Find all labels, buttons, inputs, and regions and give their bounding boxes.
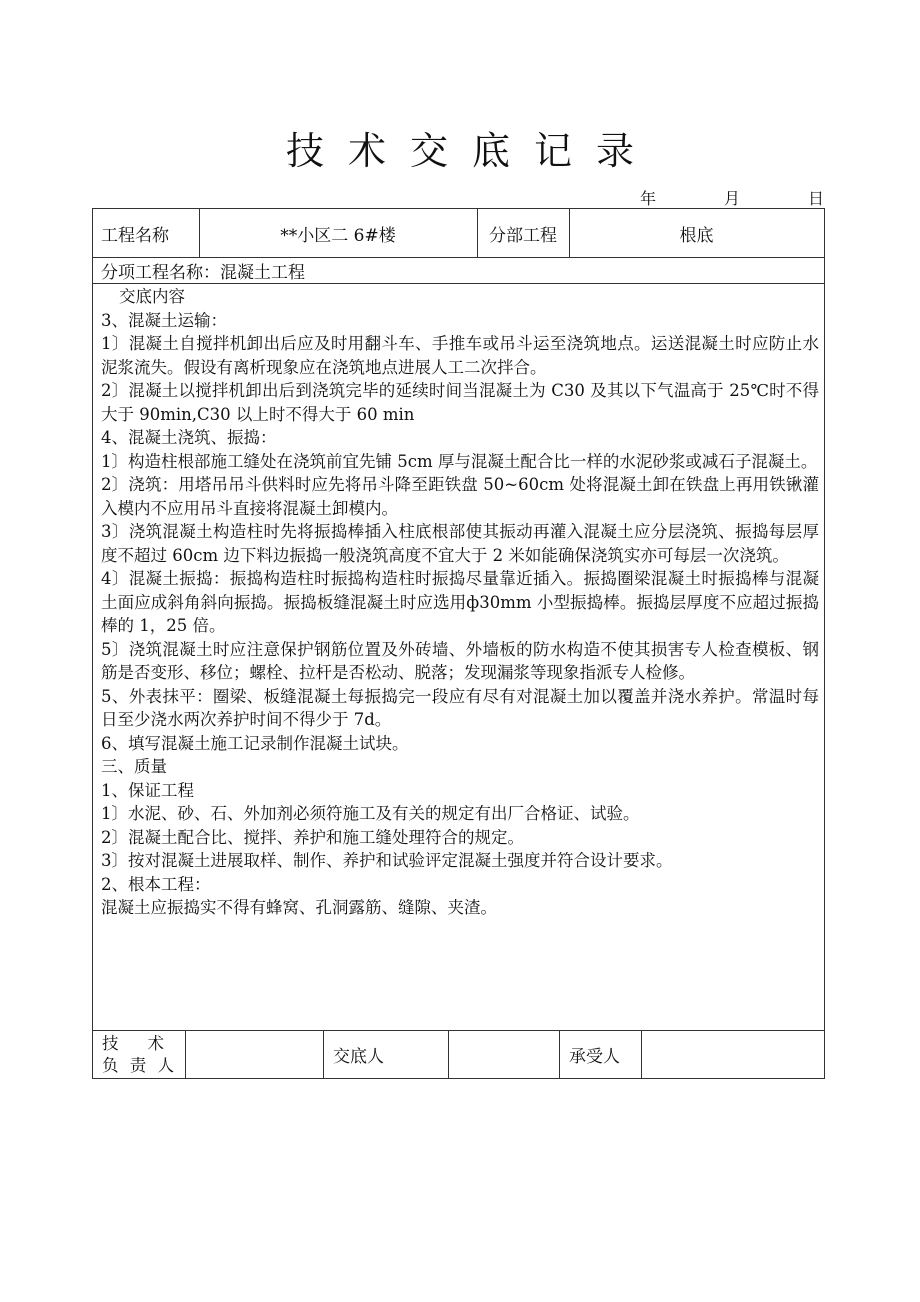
tech-lead-signature-field[interactable] — [185, 1030, 323, 1078]
division-value: 根底 — [679, 225, 714, 246]
content-line: 2〕混凝土以搅拌机卸出后到浇筑完毕的延续时间当混凝土为 C30 及其以下气温高于 25℃时不得大于 90min,C30 以上时不得大于 60 min — [101, 381, 819, 424]
content-line: 2、根本工程： — [101, 874, 211, 894]
date-row — [640, 186, 824, 209]
tech-lead-char: 人 — [157, 1056, 174, 1075]
receiver-label: 承受人 — [569, 1046, 620, 1067]
content-line: 3〕浇筑混凝土构造柱时先将振捣棒插入柱底根部使其振动再灌入混凝土应分层浇筑、振捣每层厚度不超过 60cm 边下料边振捣一般浇筑高度不宜大于 2 米如能确保浇筑实亦可每层一次浇筑。 — [101, 522, 819, 565]
document-title: 技术交底记录 — [285, 129, 658, 173]
content-line: 2〕浇筑：用塔吊吊斗供料时应先将吊斗降至距铁盘 50~60cm 处将混凝土卸在铁盘上再用铁锹灌入模内不应用吊斗直接将混凝土卸模内。 — [101, 475, 819, 518]
content-line: 1〕混凝土自搅拌机卸出后应及时用翻斗车、手推车或吊斗运至浇筑地点。运送混凝土时应防止水泥浆流失。假设有离析现象应在浇筑地点进展人工二次拌合。 — [101, 334, 819, 377]
date-day: 日 — [807, 189, 824, 208]
subitem-value: 混凝土工程 — [220, 262, 305, 283]
subitem-label: 分项工程名称： — [101, 262, 220, 283]
division-label: 分部工程 — [489, 225, 557, 246]
content-line: 1〕构造柱根部施工缝处在浇筑前宜先铺 5cm 厚与混凝土配合比一样的水泥砂浆或减石子混凝土。 — [101, 451, 818, 471]
content-line: 1〕水泥、砂、石、外加剂必须符施工及有关的规定有出厂合格证、试验。 — [101, 804, 640, 823]
tech-lead-char: 责 — [129, 1056, 147, 1075]
content-line: 3〕按对混凝土进展取样、制作、养护和试验评定混凝土强度并符合设计要求。 — [101, 851, 673, 870]
presenter-signature-field[interactable] — [448, 1030, 559, 1078]
content-line: 2〕混凝土配合比、搅拌、养护和施工缝处理符合的规定。 — [101, 827, 524, 847]
record-table — [92, 208, 825, 1079]
content-line: 混凝土应振捣实不得有蜂窝、孔洞露筋、缝隙、夹渣。 — [101, 898, 497, 917]
project-name-value: **小区二 6#楼 — [280, 225, 396, 246]
content-heading: 交底内容 — [119, 287, 185, 306]
receiver-signature-field[interactable] — [641, 1030, 824, 1078]
content-line: 4〕混凝土振捣：振捣构造柱时振捣构造柱时振捣尽量靠近插入。振捣圈梁混凝土时振捣棒与混凝土面应成斜角斜向振捣。振捣板缝混凝土时应选用ф30mm 小型振捣棒。振捣层厚度不应超过振捣棒的 1，25 倍。 — [101, 569, 819, 635]
tech-lead-char: 术 — [147, 1034, 164, 1053]
content-line: 3、混凝土运输： — [101, 310, 227, 330]
content-line: 1、保证工程 — [101, 780, 194, 800]
content-body — [101, 285, 819, 920]
content-line: 5〕浇筑混凝土时应注意保护钢筋位置及外砖墙、外墙板的防水构造不使其损害专人检查模板、钢筋是否变形、移位；螺栓、拉杆是否松动、脱落；发现漏浆等现象指派专人检修。 — [101, 639, 819, 682]
date-year: 年 — [640, 189, 657, 208]
content-line: 三、质量 — [101, 757, 167, 776]
date-month: 月 — [723, 189, 740, 208]
presenter-label: 交底人 — [333, 1046, 384, 1067]
tech-lead-label — [102, 1033, 174, 1077]
subitem-row — [101, 257, 305, 283]
content-line: 5、外表抹平：圈梁、板缝混凝土每振捣完一段应有尽有对混凝土加以覆盖并浇水养护。常温时每日至少浇水两次养护时间不得少于 7d。 — [101, 686, 819, 729]
content-line: 4、混凝土浇筑、振捣： — [101, 428, 277, 447]
content-line: 6、填写混凝土施工记录制作混凝土试块。 — [101, 733, 409, 753]
tech-lead-char: 技 — [102, 1034, 119, 1053]
tech-lead-char: 负 — [102, 1056, 119, 1075]
project-name-label: 工程名称 — [101, 225, 169, 246]
